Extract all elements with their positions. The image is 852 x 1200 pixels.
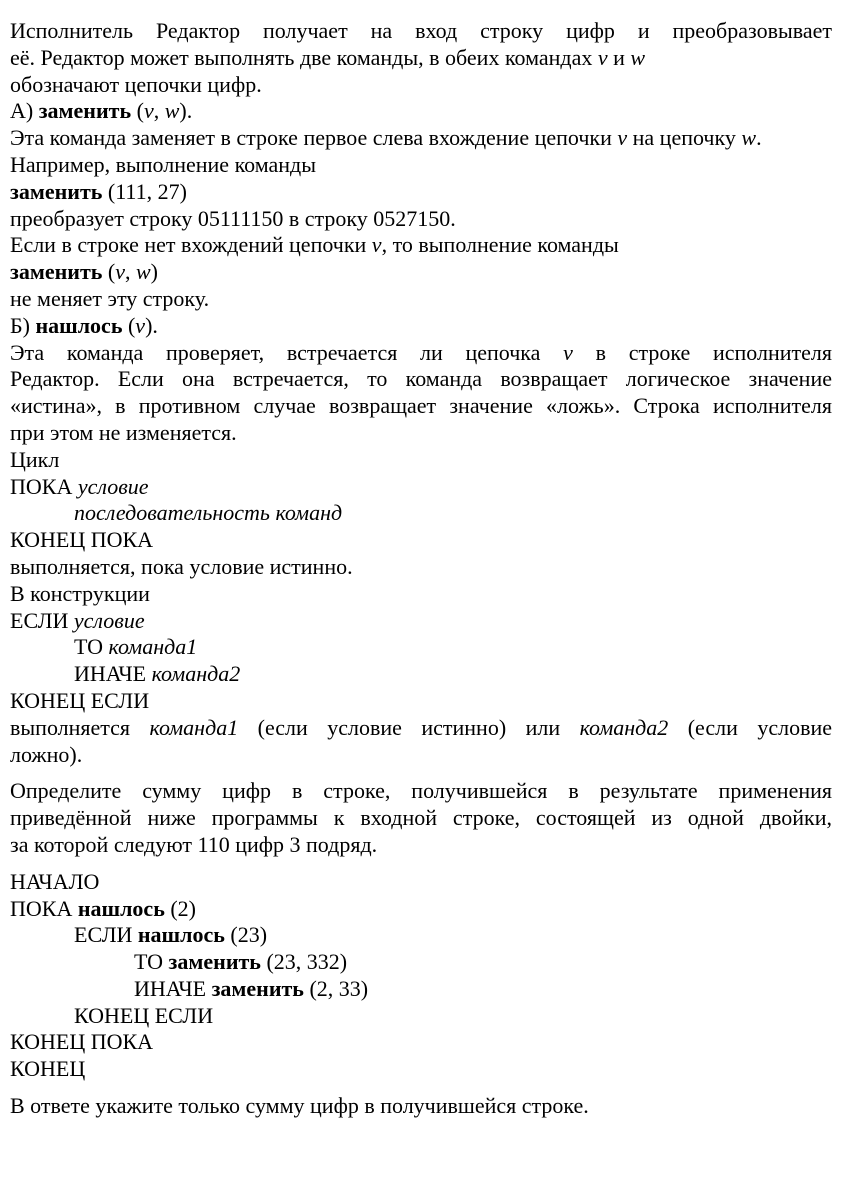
cmd-b-desc-3	[10, 393, 832, 420]
task-line-2	[10, 805, 832, 832]
cmd-b-desc-text: в строке исполнителя	[572, 339, 832, 365]
keyword: ТО	[134, 949, 169, 975]
cmd-b-desc-4	[10, 420, 832, 447]
args: (23)	[224, 922, 268, 948]
var-v: v	[115, 259, 125, 285]
program-if	[10, 922, 832, 949]
program-end-while	[10, 1029, 832, 1056]
branch-desc-text: ложно).	[10, 741, 83, 767]
keyword: НАЧАЛО	[10, 868, 100, 894]
args: (2, 33)	[303, 975, 369, 1001]
cmd-a-desc-text: Эта команда заменяет в строке первое слева вхождение цепочки	[10, 125, 618, 151]
args: (23, 332)	[260, 949, 348, 975]
loop-body-text: последовательность команд	[74, 500, 343, 526]
loop-while	[10, 474, 832, 501]
cmd-a-example-result	[10, 206, 832, 233]
var-w: w	[630, 44, 646, 70]
args: (2)	[164, 895, 196, 921]
branch-desc-1	[10, 715, 832, 742]
found-command: нашлось	[137, 922, 225, 948]
loop-end	[10, 527, 832, 554]
cmd-a-desc-text: на цепочку	[627, 125, 742, 151]
example-text: преобразует строку 05111150 в строку 0527150.	[10, 205, 456, 231]
var-v: v	[135, 312, 146, 338]
replace-command: заменить	[168, 949, 261, 975]
paren: ).	[179, 98, 193, 124]
keyword: ЕСЛИ	[74, 922, 138, 948]
spacer	[10, 859, 832, 869]
cmd-a-desc	[10, 125, 832, 152]
cmd-a-heading	[10, 98, 832, 125]
keyword: ПОКА	[10, 473, 78, 499]
cmd-b-heading	[10, 313, 832, 340]
var-v: v	[563, 339, 573, 365]
cmd-b-prefix: Б)	[10, 312, 36, 338]
cmd-a-name: заменить	[10, 178, 103, 204]
comma: ,	[124, 259, 136, 285]
spacer	[10, 768, 832, 778]
branch-desc-text: выполняется	[10, 714, 150, 740]
condition: условие	[77, 473, 149, 499]
task-document	[10, 18, 832, 1120]
branch-desc-text: (если условие	[668, 714, 832, 740]
task-line-1	[10, 778, 832, 805]
keyword: КОНЕЦ ПОКА	[10, 1029, 154, 1055]
cmd-b-desc-1	[10, 340, 832, 367]
program-begin	[10, 869, 832, 896]
var-v: v	[143, 98, 154, 124]
cmd-a-prefix: А)	[10, 98, 39, 124]
cmd-a-nochange	[10, 286, 832, 313]
keyword: КОНЕЦ ПОКА	[10, 527, 154, 553]
found-command: нашлось	[77, 895, 165, 921]
answer-note-text: В ответе укажите только сумму цифр в получившейся строке.	[10, 1093, 589, 1119]
noocc-text: Если в строке нет вхождений цепочки	[10, 232, 372, 258]
var-v: v	[371, 232, 382, 258]
cmd-b-desc-text: «истина», в противном случае возвращает значение «ложь». Строка исполнителя	[10, 393, 832, 419]
cmd-a-example-intro	[10, 152, 832, 179]
intro-text: и	[607, 44, 631, 70]
spacer	[10, 1083, 832, 1093]
loop-title-text: Цикл	[10, 446, 60, 472]
loop-body	[10, 500, 832, 527]
paren: (	[122, 312, 136, 338]
var-w: w	[135, 259, 151, 285]
task-text: Определите сумму цифр в строке, получившейся в результате применения	[10, 778, 832, 804]
task-text: за которой следуют 110 цифр 3 подряд.	[10, 831, 378, 857]
keyword: ТО	[74, 634, 109, 660]
program-else	[10, 976, 832, 1003]
task-text: приведённой ниже программы к входной строке, состоящей из одной двойки,	[10, 805, 832, 831]
cmd-b-desc-text: Эта команда проверяет, встречается ли цепочка	[10, 339, 564, 365]
branch-then	[10, 634, 832, 661]
command-2: команда2	[579, 714, 669, 740]
intro-line-1	[10, 18, 832, 45]
cmd-a-generic-call	[10, 259, 832, 286]
cmd-a-name: заменить	[38, 98, 132, 124]
loop-desc	[10, 554, 832, 581]
cmd-b-desc-text: Редактор. Если она встречается, то команда возвращает логическое значение	[10, 366, 832, 392]
paren: )	[150, 259, 158, 285]
condition: условие	[73, 607, 145, 633]
keyword: КОНЕЦ ЕСЛИ	[74, 1002, 214, 1028]
keyword: КОНЕЦ	[10, 1056, 86, 1082]
command-1: команда1	[108, 634, 198, 660]
nochange-text: не меняет эту строку.	[10, 285, 210, 311]
cmd-a-noocc	[10, 232, 832, 259]
task-line-3	[10, 832, 832, 859]
loop-title	[10, 447, 832, 474]
branch-intro-text: В конструкции	[10, 580, 150, 606]
program-then	[10, 949, 832, 976]
keyword: ИНАЧЕ	[134, 975, 212, 1001]
keyword: ИНАЧЕ	[74, 661, 152, 687]
noocc-text: , то выполнение команды	[381, 232, 619, 258]
paren: ).	[145, 312, 158, 338]
intro-text: её. Редактор может выполнять две команды, в обеих командах	[10, 44, 598, 70]
cmd-b-desc-text: при этом не изменяется.	[10, 419, 237, 445]
branch-intro	[10, 581, 832, 608]
cmd-a-name: заменить	[10, 259, 103, 285]
example-args: (111, 27)	[102, 178, 187, 204]
command-2: команда2	[151, 661, 241, 687]
cmd-a-desc-text: .	[756, 125, 762, 151]
branch-if	[10, 608, 832, 635]
loop-desc-text: выполняется, пока условие истинно.	[10, 553, 353, 579]
intro-text: Исполнитель Редактор получает на вход строку цифр и преобразовывает	[10, 18, 832, 43]
cmd-a-example-call	[10, 179, 832, 206]
program-while	[10, 896, 832, 923]
var-w: w	[741, 125, 757, 151]
paren: (	[102, 259, 116, 285]
answer-note	[10, 1093, 832, 1120]
keyword: ПОКА	[10, 895, 78, 921]
intro-line-2	[10, 45, 832, 72]
cmd-b-name: нашлось	[35, 312, 123, 338]
intro-line-3	[10, 72, 832, 99]
branch-else	[10, 661, 832, 688]
keyword: ЕСЛИ	[10, 607, 74, 633]
program-end	[10, 1056, 832, 1083]
var-v: v	[617, 125, 628, 151]
branch-desc-text: (если условие истинно) или	[238, 714, 580, 740]
var-v: v	[597, 44, 608, 70]
command-1: команда1	[149, 714, 239, 740]
paren: (	[131, 98, 144, 124]
branch-end	[10, 688, 832, 715]
replace-command: заменить	[211, 975, 304, 1001]
keyword: КОНЕЦ ЕСЛИ	[10, 687, 150, 713]
example-text: Например, выполнение команды	[10, 151, 317, 177]
program-end-if	[10, 1003, 832, 1030]
cmd-b-desc-2	[10, 366, 832, 393]
intro-text: обозначают цепочки цифр.	[10, 71, 262, 97]
branch-desc-2	[10, 742, 832, 769]
comma: ,	[153, 98, 165, 124]
var-w: w	[164, 98, 180, 124]
